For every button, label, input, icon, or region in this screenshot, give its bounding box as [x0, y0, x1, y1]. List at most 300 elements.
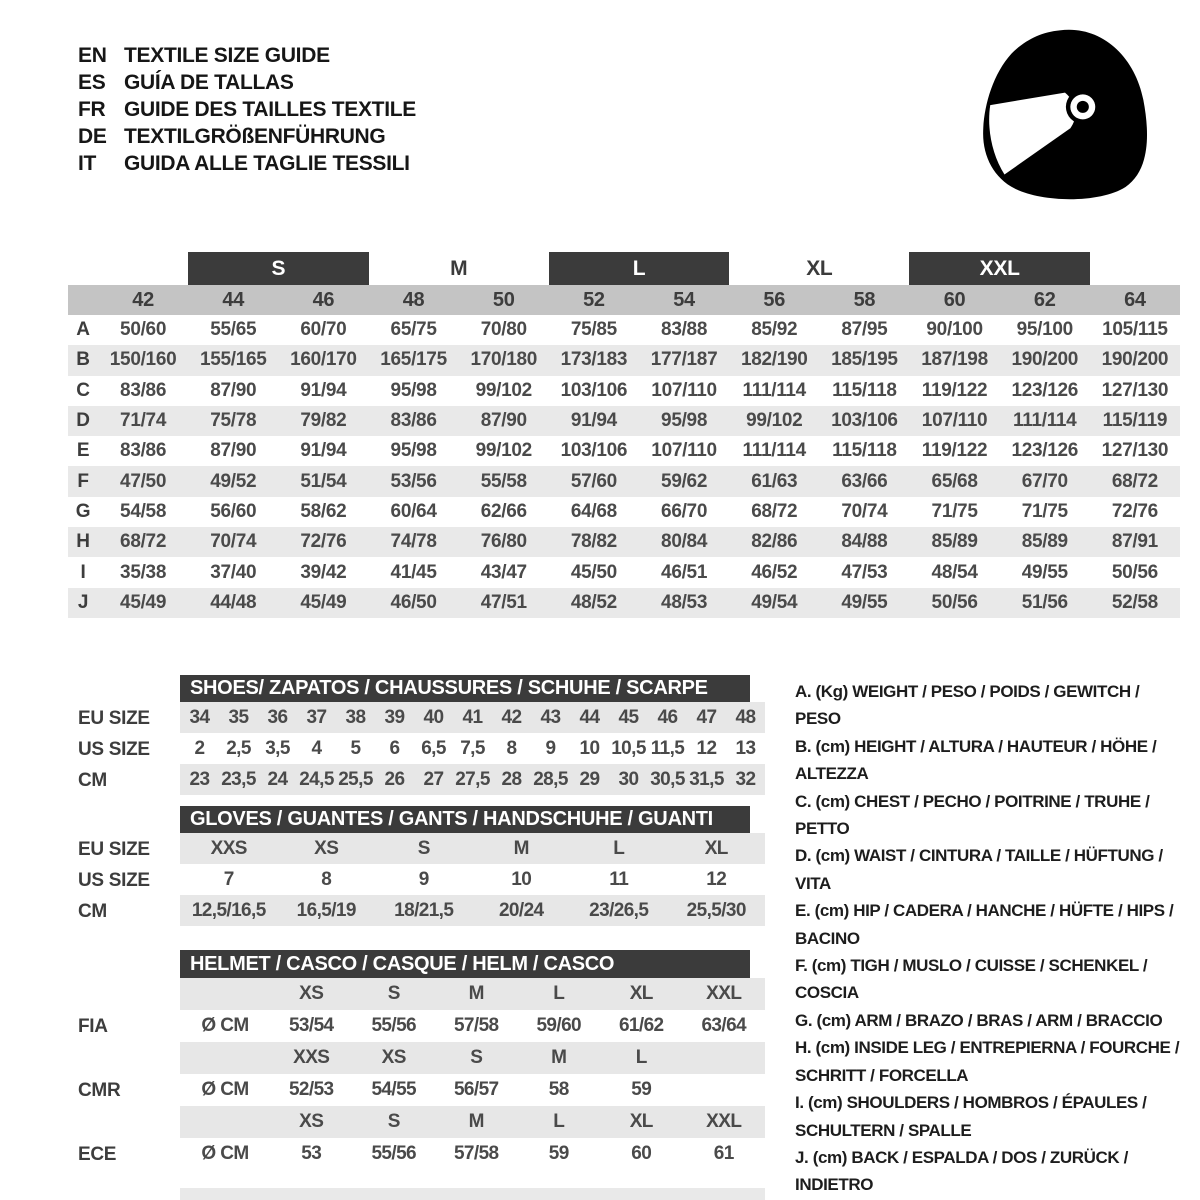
helmet-row-values: [180, 1138, 765, 1170]
shoes-us-value: 10,5: [611, 737, 646, 759]
gloves-cm-value: 25,5/30: [686, 899, 746, 921]
language-code: FR: [78, 98, 106, 121]
shoes-eu-value: 48: [735, 706, 756, 728]
size-value: 61/63: [751, 470, 798, 492]
size-value: 90/100: [926, 319, 983, 341]
helmet-header-label: HELMET / CASCO / CASQUE / HELM / CASCO: [190, 952, 615, 975]
size-value: 107/110: [651, 379, 717, 401]
size-value: 160/170: [290, 349, 357, 371]
size-value: 48/53: [661, 591, 708, 613]
shoes-cm-value: 30: [618, 768, 639, 790]
size-value: 62/66: [480, 500, 527, 522]
gloves-us-size-label: US SIZE: [78, 870, 150, 891]
gloves-cm-row: [180, 895, 765, 926]
size-value: 187/198: [921, 349, 988, 371]
size-value: 111/114: [1013, 410, 1077, 432]
shoes-header-bar: [180, 675, 750, 702]
size-value: 150/160: [109, 349, 177, 371]
gloves-eu-value: XS: [314, 837, 339, 859]
partial-row-strip: [180, 1188, 765, 1200]
measurement-legend: [795, 678, 1187, 1199]
numeric-size: 60: [943, 288, 966, 311]
size-value: 95/98: [390, 379, 437, 401]
row-label: C: [76, 379, 90, 401]
helmet-value: Ø CM: [201, 1079, 249, 1100]
legend-item: H. (cm) INSIDE LEG / ENTREPIERNA / FOURCHE / SCHRITT / FORCELLA: [795, 1038, 1180, 1085]
size-value: 70/80: [480, 319, 527, 341]
size-value: 82/86: [751, 531, 798, 553]
textile-size-table: [68, 252, 1180, 618]
size-value: 95/98: [390, 440, 437, 462]
size-value: 72/76: [300, 531, 347, 553]
size-value: 66/70: [661, 500, 708, 522]
shoes-cm-value: 24: [267, 768, 288, 790]
size-value: 54/58: [120, 500, 167, 522]
shoes-us-value: 13: [735, 737, 756, 759]
size-group-s: S: [188, 252, 368, 285]
size-group-row: [68, 252, 1180, 285]
shoes-us-value: 11,5: [650, 737, 685, 759]
legend-item: I. (cm) SHOULDERS / HOMBROS / ÉPAULES / SCHULTERN / SPALLE: [795, 1093, 1147, 1140]
guide-title: TEXTILE SIZE GUIDE: [124, 44, 330, 67]
size-row-a: [68, 315, 1180, 345]
size-value: 64/68: [570, 500, 617, 522]
helmet-size: XS: [381, 1047, 406, 1068]
gloves-cm-value: 16,5/19: [296, 899, 356, 921]
size-group-xxl: XXL: [909, 252, 1089, 285]
shoes-eu-value: 36: [267, 706, 288, 728]
size-value: 95/98: [661, 410, 708, 432]
helmet-size: L: [553, 1111, 565, 1132]
helmet-value: 60: [631, 1143, 652, 1164]
gloves-eu-value: M: [513, 837, 529, 859]
size-row-f: [68, 466, 1180, 496]
size-value: 76/80: [480, 531, 527, 553]
guide-title: GUIDE DES TAILLES TEXTILE: [124, 98, 416, 121]
helmet-size: S: [387, 983, 400, 1004]
size-value: 39/42: [300, 561, 347, 583]
helmet-size: XS: [299, 983, 324, 1004]
row-label: H: [76, 531, 90, 553]
helmet-value: 54/55: [371, 1079, 417, 1100]
shoes-us-row: [180, 733, 765, 764]
size-value: 74/78: [390, 531, 437, 553]
shoes-eu-value: 39: [384, 706, 405, 728]
helmet-size: L: [553, 983, 565, 1004]
shoes-eu-value: 38: [345, 706, 366, 728]
numeric-size: 50: [492, 288, 515, 311]
size-value: 55/58: [480, 470, 527, 492]
size-value: 83/86: [390, 410, 437, 432]
gloves-us-row: [180, 864, 765, 895]
helmet-size: M: [468, 1111, 484, 1132]
size-value: 103/106: [831, 410, 898, 432]
size-value: 50/56: [931, 591, 978, 613]
size-value: 49/54: [751, 591, 798, 613]
fia-label: FIA: [78, 1016, 108, 1037]
helmet-value: 55/56: [371, 1015, 417, 1036]
numeric-size: 56: [763, 288, 786, 311]
guide-title: TEXTILGRÖßENFÜHRUNG: [124, 125, 386, 148]
size-value: 87/95: [841, 319, 888, 341]
helmet-size: S: [470, 1047, 483, 1068]
size-value: 63/66: [841, 470, 888, 492]
helmet-value: 59: [548, 1143, 569, 1164]
gloves-eu-value: S: [417, 837, 430, 859]
size-row-d: [68, 406, 1180, 436]
size-value: 75/85: [570, 319, 617, 341]
shoes-us-value: 5: [350, 737, 361, 759]
helmet-value: 53/54: [288, 1015, 334, 1036]
helmet-size: S: [387, 1111, 400, 1132]
size-value: 46/50: [390, 591, 437, 613]
size-value: 182/190: [740, 349, 808, 371]
guide-title: GUIDA ALLE TAGLIE TESSILI: [124, 152, 410, 175]
title-row: [78, 123, 416, 150]
size-group-l: L: [549, 252, 729, 285]
size-value: 107/110: [651, 440, 717, 462]
row-label: G: [75, 500, 91, 522]
size-row-g: [68, 497, 1180, 527]
size-value: 103/106: [560, 440, 628, 462]
size-value: 91/94: [300, 379, 347, 401]
shoes-eu-value: 45: [618, 706, 639, 728]
shoes-eu-value: 35: [228, 706, 249, 728]
helmet-value: 55/56: [371, 1143, 417, 1164]
size-value: 87/91: [1111, 531, 1158, 553]
size-row-c: [68, 376, 1180, 406]
size-value: 85/89: [1021, 531, 1068, 553]
gloves-cm-label: CM: [78, 901, 107, 922]
shoes-cm-value: 31,5: [689, 768, 724, 790]
gloves-eu-value: XL: [704, 837, 728, 859]
size-row-h: [68, 527, 1180, 557]
size-value: 165/175: [380, 349, 447, 371]
size-value: 68/72: [120, 531, 167, 553]
size-value: 190/200: [1101, 349, 1169, 371]
shoes-cm-row: [180, 764, 765, 795]
size-value: 52/58: [1111, 591, 1158, 613]
legend-item: E. (cm) HIP / CADERA / HANCHE / HÜFTE / HIPS / BACINO: [795, 901, 1174, 948]
size-value: 85/92: [751, 319, 798, 341]
legend-item: C. (cm) CHEST / PECHO / POITRINE / TRUHE / PETTO: [795, 791, 1150, 839]
size-value: 80/84: [661, 531, 708, 553]
language-code: IT: [78, 152, 97, 175]
size-value: 177/187: [650, 349, 718, 371]
row-label: J: [77, 591, 89, 613]
size-value: 99/102: [475, 379, 532, 401]
size-row-b: [68, 345, 1180, 375]
size-value: 57/60: [570, 470, 617, 492]
gloves-eu-value: L: [613, 837, 625, 859]
gloves-header-bar: [180, 806, 750, 833]
size-value: 105/115: [1102, 319, 1168, 341]
helmet-value: 59: [631, 1079, 652, 1100]
size-value: 85/89: [931, 531, 978, 553]
shoes-us-value: 2: [194, 737, 205, 759]
size-value: 91/94: [300, 440, 347, 462]
size-value: 47/53: [841, 561, 888, 583]
helmet-value: 63/64: [701, 1015, 747, 1036]
shoes-us-value: 12: [696, 737, 717, 759]
size-value: 123/126: [1011, 379, 1079, 401]
size-value: 115/119: [1102, 410, 1168, 432]
size-value: 119/122: [921, 440, 988, 462]
helmet-value: 58: [548, 1079, 569, 1100]
cmr-label: CMR: [78, 1080, 121, 1101]
size-value: 65/68: [931, 470, 978, 492]
helmet-size: M: [551, 1047, 567, 1068]
size-value: 47/50: [120, 470, 167, 492]
shoes-cm-value: 28,5: [533, 768, 568, 790]
shoes-us-value: 9: [545, 737, 556, 759]
row-label: F: [77, 470, 89, 492]
shoes-cm-value: 24,5: [299, 768, 334, 790]
numeric-size: 52: [583, 288, 605, 311]
size-row-j: [68, 588, 1180, 618]
gloves-eu-value: XXS: [210, 837, 247, 859]
size-value: 87/90: [210, 379, 257, 401]
helmet-value: 53: [301, 1143, 322, 1164]
helmet-row-sizes: [180, 1106, 765, 1138]
gloves-us-value: 7: [223, 868, 234, 890]
guide-title: GUÍA DE TALLAS: [124, 71, 294, 94]
size-value: 45/50: [570, 561, 617, 583]
size-value: 70/74: [210, 531, 257, 553]
size-group-m: M: [450, 256, 468, 280]
shoes-cm-value: 26: [384, 768, 405, 790]
size-value: 115/118: [832, 379, 897, 401]
size-value: 49/55: [841, 591, 888, 613]
helmet-size: XS: [299, 1111, 324, 1132]
title-row: [78, 96, 416, 123]
size-value: 55/65: [210, 319, 257, 341]
shoes-cm-value: 29: [579, 768, 600, 790]
shoes-cm-value: 23,5: [221, 768, 256, 790]
size-value: 47/51: [480, 591, 527, 613]
helmet-value: 52/53: [288, 1079, 334, 1100]
title-row: [78, 42, 416, 69]
helmet-row-values: [180, 1010, 765, 1042]
numeric-size: 54: [673, 288, 695, 311]
gloves-us-value: 10: [511, 868, 532, 890]
shoes-cm-value: 28: [501, 768, 522, 790]
numeric-size: 48: [402, 288, 425, 311]
numeric-size: 64: [1124, 288, 1146, 311]
size-value: 83/88: [661, 319, 708, 341]
row-label: E: [76, 440, 90, 462]
size-value: 83/86: [120, 440, 167, 462]
row-label: D: [76, 410, 90, 432]
size-row-i: [68, 557, 1180, 587]
size-value: 79/82: [300, 410, 347, 432]
shoes-eu-value: 40: [423, 706, 444, 728]
shoes-us-value: 10: [579, 737, 600, 759]
size-value: 87/90: [480, 410, 527, 432]
size-value: 72/76: [1111, 500, 1158, 522]
legend-item: G. (cm) ARM / BRAZO / BRAS / ARM / BRACCIO: [795, 1010, 1163, 1030]
helmet-size: XL: [629, 1111, 653, 1132]
size-value: 155/165: [199, 349, 267, 371]
size-value: 45/49: [300, 591, 347, 613]
size-value: 51/56: [1021, 591, 1068, 613]
helmet-size: XXL: [706, 1111, 742, 1132]
shoes-eu-value: 41: [462, 706, 483, 728]
shoes-eu-value: 34: [189, 706, 210, 728]
helmet-value: 61: [713, 1143, 734, 1164]
size-value: 60/70: [300, 319, 347, 341]
shoes-cm-value: 27,5: [455, 768, 490, 790]
helmet-value: 61/62: [618, 1015, 664, 1036]
size-value: 83/86: [120, 379, 167, 401]
helmet-value: 57/58: [453, 1143, 499, 1164]
shoes-cm-value: 23: [189, 768, 210, 790]
size-value: 71/75: [931, 500, 978, 522]
shoes-eu-value: 42: [501, 706, 522, 728]
helmet-value: 56/57: [453, 1079, 499, 1100]
size-value: 49/52: [210, 470, 257, 492]
legend-item: F. (cm) TIGH / MUSLO / CUISSE / SCHENKEL / COSCIA: [795, 956, 1148, 1003]
language-code: DE: [78, 125, 107, 148]
gloves-cm-value: 12,5/16,5: [191, 899, 266, 921]
size-value: 173/183: [560, 349, 628, 371]
size-value: 70/74: [841, 500, 888, 522]
size-value: 185/195: [831, 349, 898, 371]
size-value: 67/70: [1021, 470, 1068, 492]
shoes-us-value: 6,5: [421, 737, 446, 759]
size-value: 44/48: [210, 591, 257, 613]
ece-label: ECE: [78, 1144, 117, 1165]
shoes-us-value: 3,5: [265, 737, 290, 759]
legend-item: D. (cm) WAIST / CINTURA / TAILLE / HÜFTUNG / VITA: [795, 846, 1163, 893]
size-value: 68/72: [1111, 470, 1158, 492]
size-row-e: [68, 436, 1180, 466]
gloves-us-value: 11: [609, 868, 629, 890]
numeric-size: 42: [132, 288, 154, 311]
legend-item: J. (cm) BACK / ESPALDA / DOS / ZURÜCK / INDIETRO: [795, 1147, 1128, 1195]
shoes-cm-value: 30,5: [650, 768, 685, 790]
shoes-us-value: 4: [311, 737, 322, 759]
size-value: 78/82: [570, 531, 617, 553]
numeric-size: 46: [312, 288, 335, 311]
title-block: [78, 42, 416, 177]
size-value: 59/62: [661, 470, 708, 492]
gloves-cm-value: 20/24: [498, 899, 544, 921]
gloves-header-label: GLOVES / GUANTES / GANTS / HANDSCHUHE / GUANTI: [190, 808, 713, 830]
size-value: 119/122: [921, 379, 988, 401]
size-value: 58/62: [300, 500, 347, 522]
size-value: 50/56: [1111, 561, 1158, 583]
gloves-eu-row: [180, 833, 765, 864]
shoes-us-value: 6: [389, 737, 400, 759]
size-value: 71/75: [1021, 500, 1068, 522]
size-group-xl: XL: [806, 256, 833, 280]
numeric-size-row: [68, 285, 1180, 315]
shoes-cm-label: CM: [78, 770, 107, 791]
size-table-body: [68, 315, 1180, 618]
size-value: 48/54: [931, 561, 978, 583]
size-value: 49/55: [1021, 561, 1068, 583]
helmet-header-bar: [180, 950, 750, 978]
size-value: 53/56: [390, 470, 437, 492]
helmet-size: XXL: [706, 983, 742, 1004]
size-value: 99/102: [475, 440, 532, 462]
size-value: 46/52: [751, 561, 798, 583]
gloves-us-value: 12: [706, 868, 727, 890]
helmet-row-sizes: [180, 978, 765, 1010]
title-row: [78, 69, 416, 96]
row-label: I: [80, 561, 86, 583]
size-value: 99/102: [746, 410, 803, 432]
shoes-eu-size-label: EU SIZE: [78, 708, 150, 729]
shoes-eu-value: 44: [579, 706, 600, 728]
gloves-cm-value: 18/21,5: [394, 899, 454, 921]
size-value: 65/75: [390, 319, 437, 341]
helmet-size: L: [635, 1047, 647, 1068]
helmet-row-sizes: [180, 1042, 765, 1074]
shoes-eu-value: 43: [540, 706, 561, 728]
legend-item: B. (cm) HEIGHT / ALTURA / HAUTEUR / HÖHE / ALTEZZA: [795, 736, 1157, 784]
helmet-size: M: [468, 983, 484, 1004]
size-value: 56/60: [210, 500, 257, 522]
size-value: 43/47: [480, 561, 527, 583]
helmet-size: XL: [629, 983, 653, 1004]
size-value: 45/49: [120, 591, 167, 613]
size-value: 127/130: [1101, 379, 1169, 401]
size-value: 35/38: [120, 561, 167, 583]
size-value: 170/180: [470, 349, 538, 371]
shoes-eu-value: 46: [657, 706, 678, 728]
size-value: 91/94: [570, 410, 617, 432]
shoes-us-size-label: US SIZE: [78, 739, 150, 760]
racing-helmet-icon: [975, 25, 1155, 203]
helmet-value: 59/60: [536, 1015, 582, 1036]
shoes-eu-row: [180, 702, 765, 733]
numeric-size: 58: [853, 288, 876, 311]
shoes-us-value: 8: [506, 737, 517, 759]
size-value: 84/88: [841, 531, 888, 553]
size-value: 190/200: [1011, 349, 1079, 371]
shoes-us-value: 2,5: [226, 737, 251, 759]
size-value: 48/52: [570, 591, 617, 613]
shoes-eu-value: 37: [306, 706, 327, 728]
helmet-value: 57/58: [453, 1015, 499, 1036]
language-code: EN: [78, 44, 107, 67]
row-label: B: [76, 349, 90, 371]
numeric-size: 62: [1033, 288, 1056, 311]
size-value: 51/54: [300, 470, 347, 492]
gloves-us-value: 9: [418, 868, 429, 890]
helmet-row-values: [180, 1074, 765, 1106]
size-value: 60/64: [390, 500, 437, 522]
size-value: 71/74: [120, 410, 167, 432]
language-code: ES: [78, 71, 106, 94]
shoes-cm-value: 32: [735, 768, 756, 790]
gloves-us-value: 8: [321, 868, 332, 890]
size-value: 46/51: [661, 561, 708, 583]
size-value: 87/90: [210, 440, 257, 462]
size-value: 68/72: [751, 500, 798, 522]
size-value: 115/118: [832, 440, 897, 462]
size-value: 123/126: [1011, 440, 1079, 462]
size-value: 127/130: [1101, 440, 1169, 462]
shoes-eu-value: 47: [696, 706, 717, 728]
shoes-us-value: 7,5: [460, 737, 485, 759]
title-row: [78, 150, 416, 177]
size-value: 41/45: [390, 561, 437, 583]
shoes-header-label: SHOES/ ZAPATOS / CHAUSSURES / SCHUHE / SCARPE: [190, 677, 708, 699]
shoes-cm-value: 27: [423, 768, 444, 790]
